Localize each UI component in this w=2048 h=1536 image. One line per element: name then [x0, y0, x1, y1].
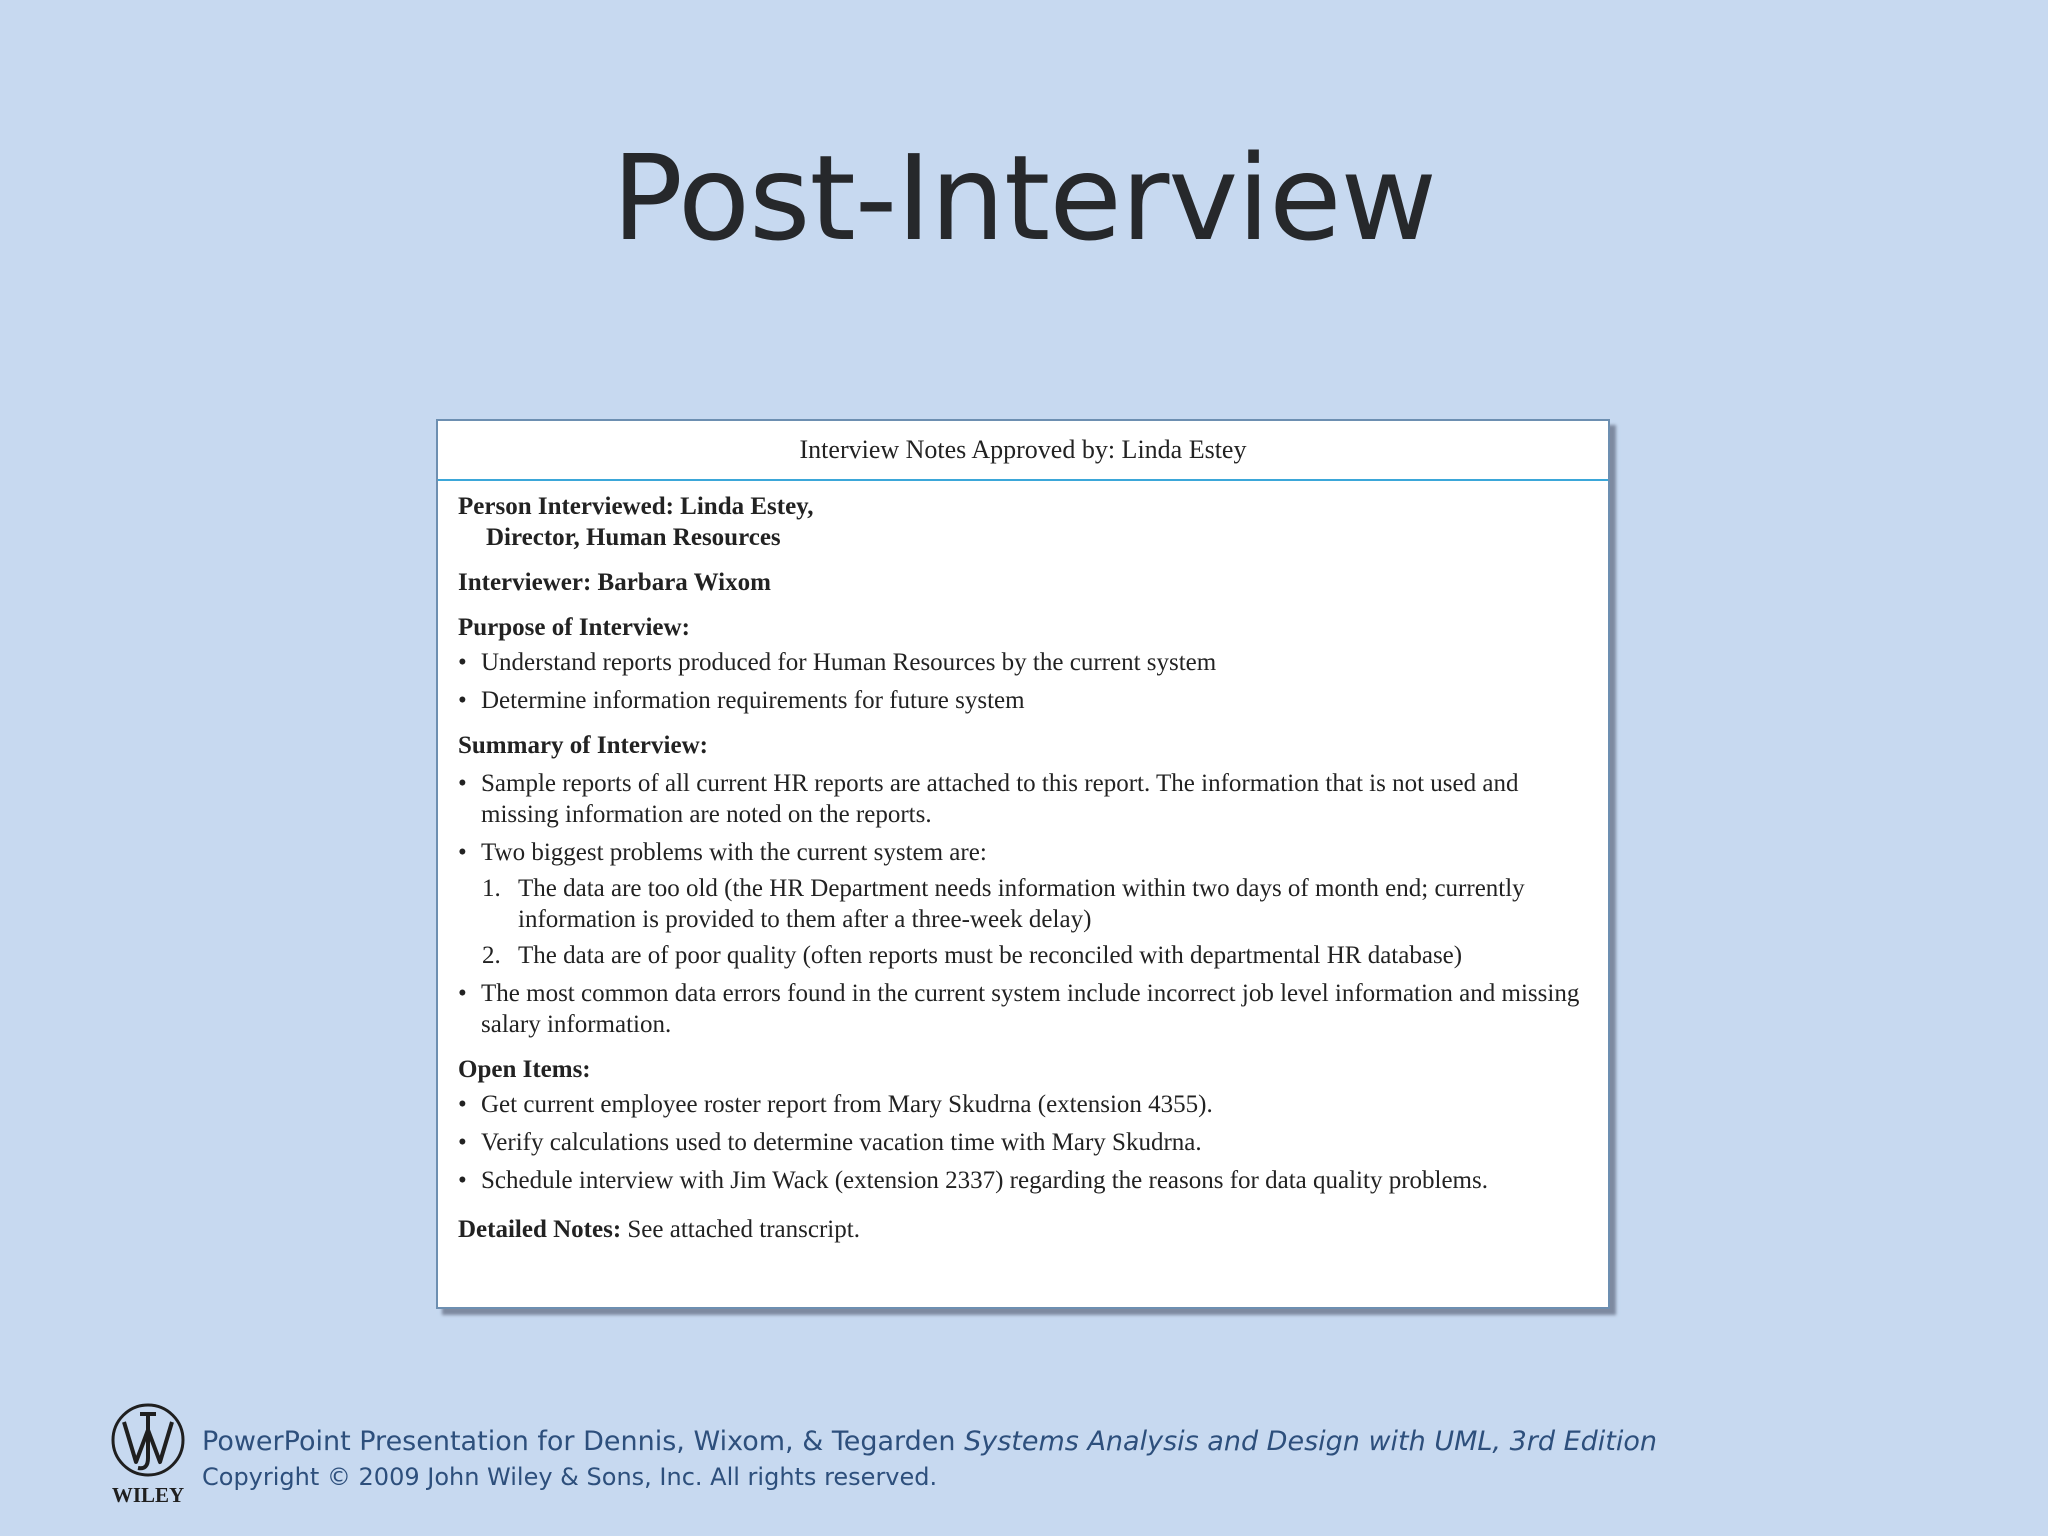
copyright-notice: Copyright © 2009 John Wiley & Sons, Inc. All rights reserved. [202, 1463, 938, 1491]
open-items-heading: Open Items: [458, 1056, 591, 1083]
purpose-heading: Purpose of Interview: [458, 614, 690, 641]
list-item: • Schedule interview with Jim Wack (extension 2337) regarding the reasons for data quality problems. [458, 1167, 1488, 1194]
wiley-logo-icon [110, 1402, 186, 1506]
presentation-credit: PowerPoint Presentation for Dennis, Wixom, & Tegarden Systems Analysis and Design with UML, 3rd Edition [202, 1426, 1658, 1457]
list-item: • Determine information requirements for future system [458, 687, 1025, 714]
list-item: • Sample reports of all current HR reports are attached to this report. The information that is not used and missing information are noted on the reports. [458, 770, 1519, 828]
person-interviewed: Person Interviewed: Linda Estey, [458, 493, 814, 520]
summary-heading: Summary of Interview: [458, 732, 708, 759]
numbered-item: 1. The data are too old (the HR Department needs information within two days of month end; currently information is provided to them after a three-week delay) [482, 875, 1525, 933]
list-item: • Get current employee roster report from Mary Skudrna (extension 4355). [458, 1091, 1213, 1118]
svg-text:WILEY: WILEY [111, 1483, 185, 1506]
interview-notes-card [436, 419, 1610, 1309]
notes-approval-header: Interview Notes Approved by: Linda Estey [438, 421, 1608, 481]
list-item: • Verify calculations used to determine vacation time with Mary Skudrna. [458, 1129, 1202, 1156]
person-role: Director, Human Resources [486, 524, 781, 551]
numbered-item: 2. The data are of poor quality (often reports must be reconciled with departmental HR database) [482, 942, 1463, 969]
detailed-notes: Detailed Notes: See attached transcript. [458, 1216, 860, 1243]
list-item: • The most common data errors found in the current system include incorrect job level information and missing salary information. [458, 980, 1580, 1038]
list-item: • Two biggest problems with the current system are: [458, 839, 987, 866]
footer-credits [202, 1424, 1657, 1494]
slide-title: Post-Interview [611, 129, 1437, 267]
list-item: • Understand reports produced for Human Resources by the current system [458, 649, 1217, 676]
notes-body [438, 481, 1608, 1245]
interviewer: Interviewer: Barbara Wixom [458, 569, 771, 596]
